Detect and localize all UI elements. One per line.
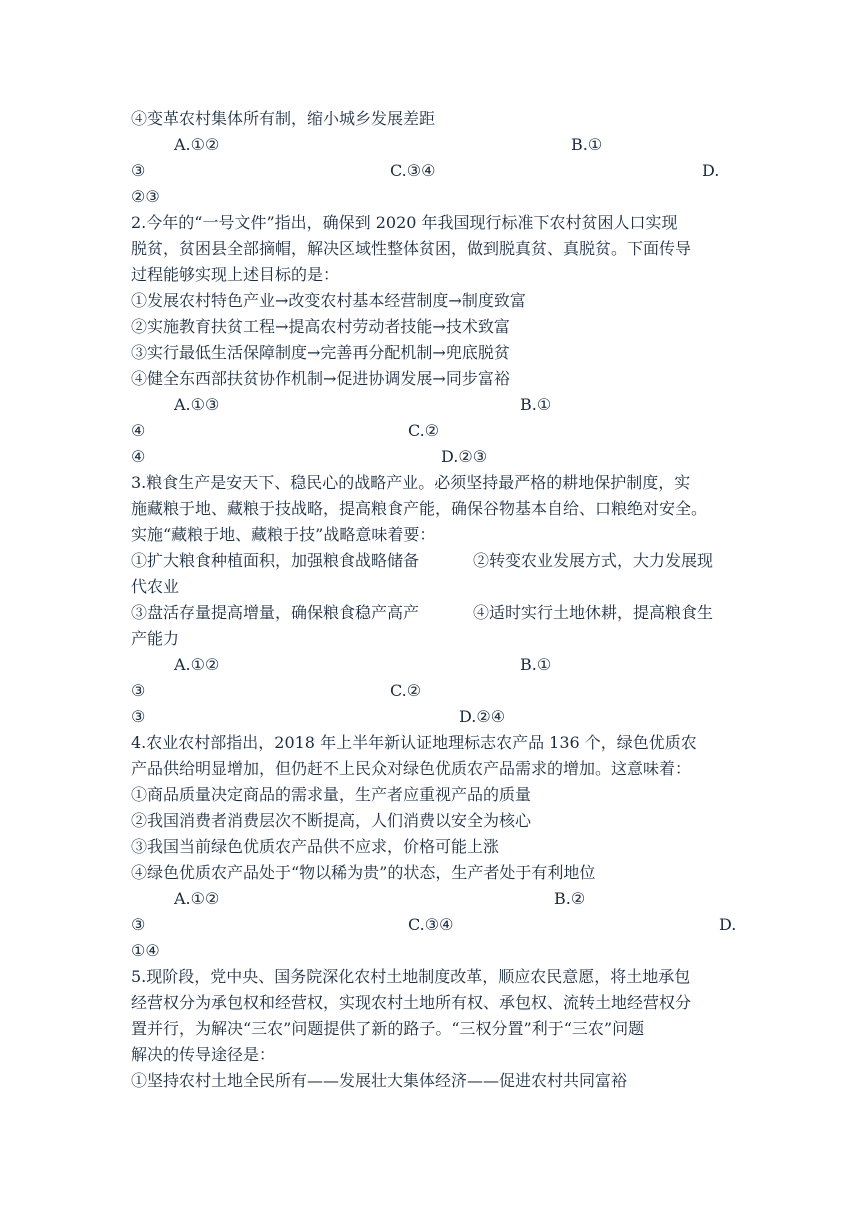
q3-item-4: ④适时实行土地休耕，提高粮食生	[473, 603, 714, 622]
q4-item-3: ③我国当前绿色优质农产品供不应求，价格可能上涨	[131, 837, 500, 856]
q4-stem-line-2: 产品供给明显增加，但仍赶不上民众对绿色优质农产品需求的增加。这意味着：	[131, 759, 692, 778]
q1-option-d: D.	[702, 161, 720, 180]
q2-option-b-continued: ④	[131, 421, 146, 440]
q1-option-b: B.①	[571, 135, 603, 154]
q4-option-d-continued: ①④	[131, 941, 160, 960]
q2-item-3: ③实行最低生活保障制度→完善再分配机制→兜底脱贫	[131, 343, 510, 362]
q3-option-b: B.①	[520, 655, 552, 674]
q3-option-d: D.②④	[459, 707, 506, 726]
q2-option-d: D.②③	[441, 447, 488, 466]
q2-option-c: C.②	[408, 421, 440, 440]
q5-stem-line-3: 置并行，为解决“三农”问题提供了新的路子。“三权分置”利于“三农”问题	[131, 1019, 645, 1038]
q2-item-4: ④健全东西部扶贫协作机制→促进协调发展→同步富裕	[131, 369, 510, 388]
q4-option-d: D.	[719, 915, 737, 934]
q4-item-4: ④绿色优质农产品处于“物以稀为贵”的状态，生产者处于有利地位	[131, 863, 596, 882]
q3-item-3: ③盘活存量提高增量，确保粮食稳产高产	[131, 603, 420, 622]
q4-option-c: C.③④	[408, 915, 454, 934]
q4-option-a: A.①②	[174, 889, 220, 908]
q4-stem-line-1: 4.农业农村部指出，2018 年上半年新认证地理标志农产品 136 个，绿色优质农	[131, 733, 697, 752]
q3-option-c-continued: ③	[131, 707, 146, 726]
q2-option-c-continued: ④	[131, 447, 146, 466]
q5-stem-line-4: 解决的传导途径是：	[131, 1045, 276, 1064]
q1-option-a: A.①②	[174, 135, 220, 154]
q1-option-d-continued: ②③	[131, 187, 160, 206]
q4-item-2: ②我国消费者消费层次不断提高，人们消费以安全为核心	[131, 811, 532, 830]
q3-option-a: A.①②	[174, 655, 220, 674]
q3-option-b-continued: ③	[131, 681, 146, 700]
q4-option-b: B.②	[554, 889, 586, 908]
q5-stem-line-2: 经营权分为承包权和经营权，实现农村土地所有权、承包权、流转土地经营权分	[131, 993, 692, 1012]
q3-option-c: C.②	[390, 681, 422, 700]
q5-item-1: ①坚持农村土地全民所有——发展壮大集体经济——促进农村共同富裕	[131, 1071, 628, 1090]
q4-item-1: ①商品质量决定商品的需求量，生产者应重视产品的质量	[131, 785, 532, 804]
q2-stem-line-1: 2.今年的“一号文件”指出，确保到 2020 年我国现行标准下农村贫困人口实现	[131, 213, 678, 232]
q1-option-b-continued: ③	[131, 161, 146, 180]
q3-item-2-continued: 代农业	[131, 577, 180, 596]
q2-item-1: ①发展农村特色产业→改变农村基本经营制度→制度致富	[131, 291, 526, 310]
q3-stem-line-3: 实施“藏粮于地、藏粮于技”战略意味着要：	[131, 525, 436, 544]
q3-item-2: ②转变农业发展方式，大力发展现	[473, 551, 714, 570]
q3-item-4-continued: 产能力	[131, 629, 180, 648]
q3-item-1: ①扩大粮食种植面积，加强粮食战略储备	[131, 551, 420, 570]
q3-stem-line-1: 3.粮食生产是安天下、稳民心的战略产业。必须坚持最严格的耕地保护制度，实	[131, 473, 691, 492]
q3-stem-line-2: 施藏粮于地、藏粮于技战略，提高粮食产能，确保谷物基本自给、口粮绝对安全。	[131, 499, 708, 518]
q2-stem-line-3: 过程能够实现上述目标的是：	[131, 265, 340, 284]
q4-option-b-continued: ③	[131, 915, 146, 934]
q2-item-2: ②实施教育扶贫工程→提高农村劳动者技能→技术致富	[131, 317, 510, 336]
q2-stem-line-2: 脱贫，贫困县全部摘帽，解决区域性整体贫困，做到脱真贫、真脱贫。下面传导	[131, 239, 692, 258]
q5-stem-line-1: 5.现阶段，党中央、国务院深化农村土地制度改革，顺应农民意愿，将土地承包	[131, 967, 691, 986]
q2-option-b: B.①	[520, 395, 552, 414]
q1-option-c: C.③④	[390, 161, 436, 180]
q2-option-a: A.①③	[174, 395, 220, 414]
q1-item-4: ④变革农村集体所有制，缩小城乡发展差距	[131, 109, 436, 128]
